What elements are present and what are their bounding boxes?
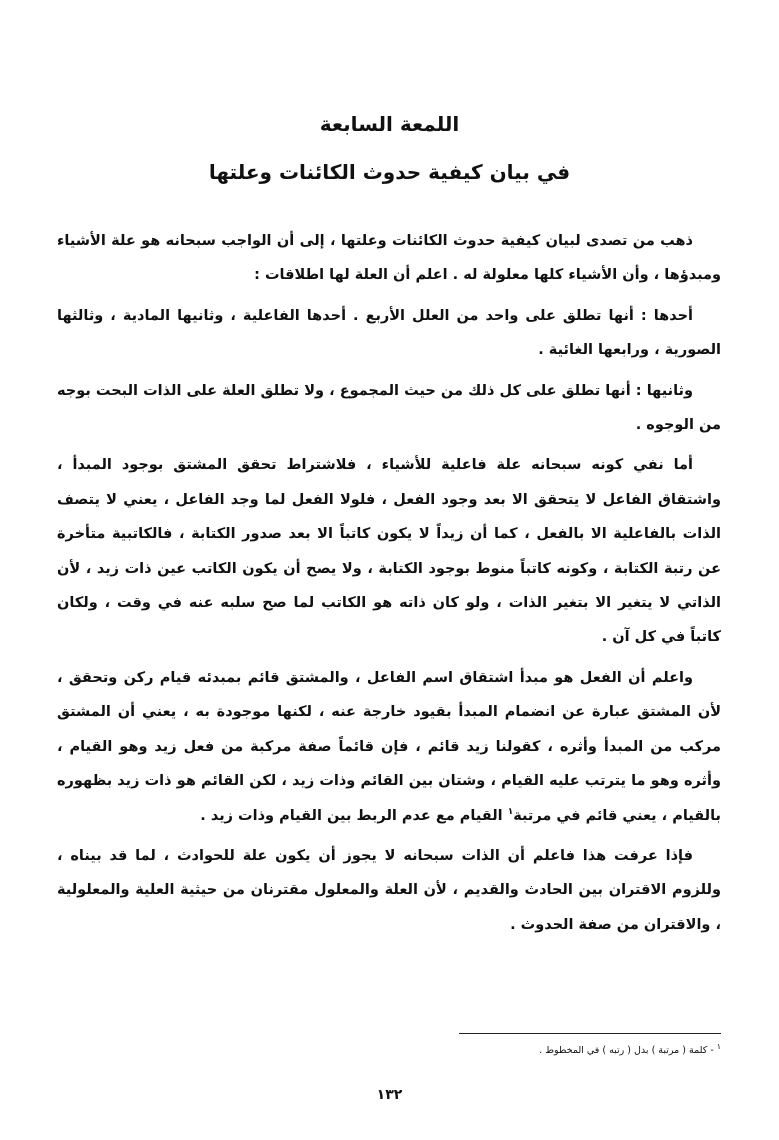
footnote-mark: ١ bbox=[716, 1041, 721, 1051]
footnote-reference[interactable]: ١ bbox=[507, 806, 514, 817]
chapter-subtitle: في بيان كيفية حدوث الكائنات وعلتها bbox=[208, 160, 571, 184]
paragraph-second-meaning bbox=[57, 374, 721, 443]
derivation-text-before: واعلم أن الفعل هو مبدأ اشتقاق اسم الفاعل ، والمشتق قائم بمبدئه قيام ركن وتحقق ، لأن المشتق عبارة عن انضمام المبدأ بقيود خارجة عنه ، لكنها موجودة به ، يعني أن المشتق مركب من المبدأ وأثره ، كقولنا زيد قائم ، فإن قائماً صفة مركبة من فعل زيد وهو القيام ، وأثره وهو ما يترتب عليه القيام ، وشتان بين القائم وذات زيد ، لكن القائم هو ذات زيد بظهوره بالقيام ، يعني قائم في مرتبة bbox=[57, 669, 721, 824]
footnote-text: - كلمة ( مرتبة ) بدل ( رتبه ) في المخطوط . bbox=[539, 1045, 717, 1056]
paragraph-intro: ذهب من تصدى لبيان كيفية حدوث الكائنات وعلتها ، إلى أن الواجب سبحانه هو علة الأشياء ومبدؤها ، وأن الأشياء كلها معلولة له . اعلم أن العلة لها اطلاقات : bbox=[57, 233, 721, 284]
paragraph-conclusion: فإذا عرفت هذا فاعلم أن الذات سبحانه لا يجوز أن يكون علة للحوادث ، لما قد بيناه ، وللزوم الاقتران بين الحادث والقديم ، لأن العلة والمعلول مقترنان من حيثية العلية والمعلولية ، والاقتران من صفة الحدوث . bbox=[57, 847, 721, 933]
paragraph-first-meaning bbox=[57, 299, 721, 368]
footnote bbox=[321, 1043, 721, 1059]
body-text bbox=[57, 224, 721, 942]
paragraph-negation: أما نفي كونه سبحانه علة فاعلية للأشياء ، فلاشتراط تحقق المشتق بوجود المبدأ ، واشتقاق الفاعل لا يتحقق الا بعد وجود الفعل ، فلولا الفعل لما وجد الفاعل ، يعني لا يتصف الذات بالفاعلية الا بالفعل ، كما أن زيداً لا يكون كاتباً الا بعد صدور الكتابة ، فالكاتبية متأخرة عن رتبة الكتابة ، وكونه كاتباً منوط بوجود الكتابة ، ولا يصح أن يكون الكاتب عين ذات زيد ، لأن الذاتي لا يتغير الا بتغير الذات ، ولو كان ذاته هو الكاتب لما صح سلبه عنه في وقت ، ولكان كاتباً في كل آن . bbox=[57, 457, 721, 646]
second-meaning-text: : أنها تطلق على كل ذلك من حيث المجموع ، ولا تطلق العلة على الذات البحت بوجه من الوجوه . bbox=[57, 382, 721, 434]
page-number: ١٣٢ bbox=[376, 1087, 403, 1103]
second-meaning-label: وثانيها bbox=[646, 382, 693, 399]
derivation-text-after: القيام مع عدم الربط بين القيام وذات زيد . bbox=[200, 807, 508, 824]
first-meaning-label: أحدها bbox=[653, 307, 693, 324]
paragraph-derivation bbox=[57, 661, 721, 833]
first-meaning-text: : أنها تطلق على واحد من العلل الأربع . أحدها الفاعلية ، وثانيها المادية ، وثالثها الصورية ، ورابعها الغائية . bbox=[57, 307, 721, 359]
chapter-title: اللمعة السابعة bbox=[319, 112, 460, 136]
footnote-divider bbox=[459, 1033, 721, 1034]
